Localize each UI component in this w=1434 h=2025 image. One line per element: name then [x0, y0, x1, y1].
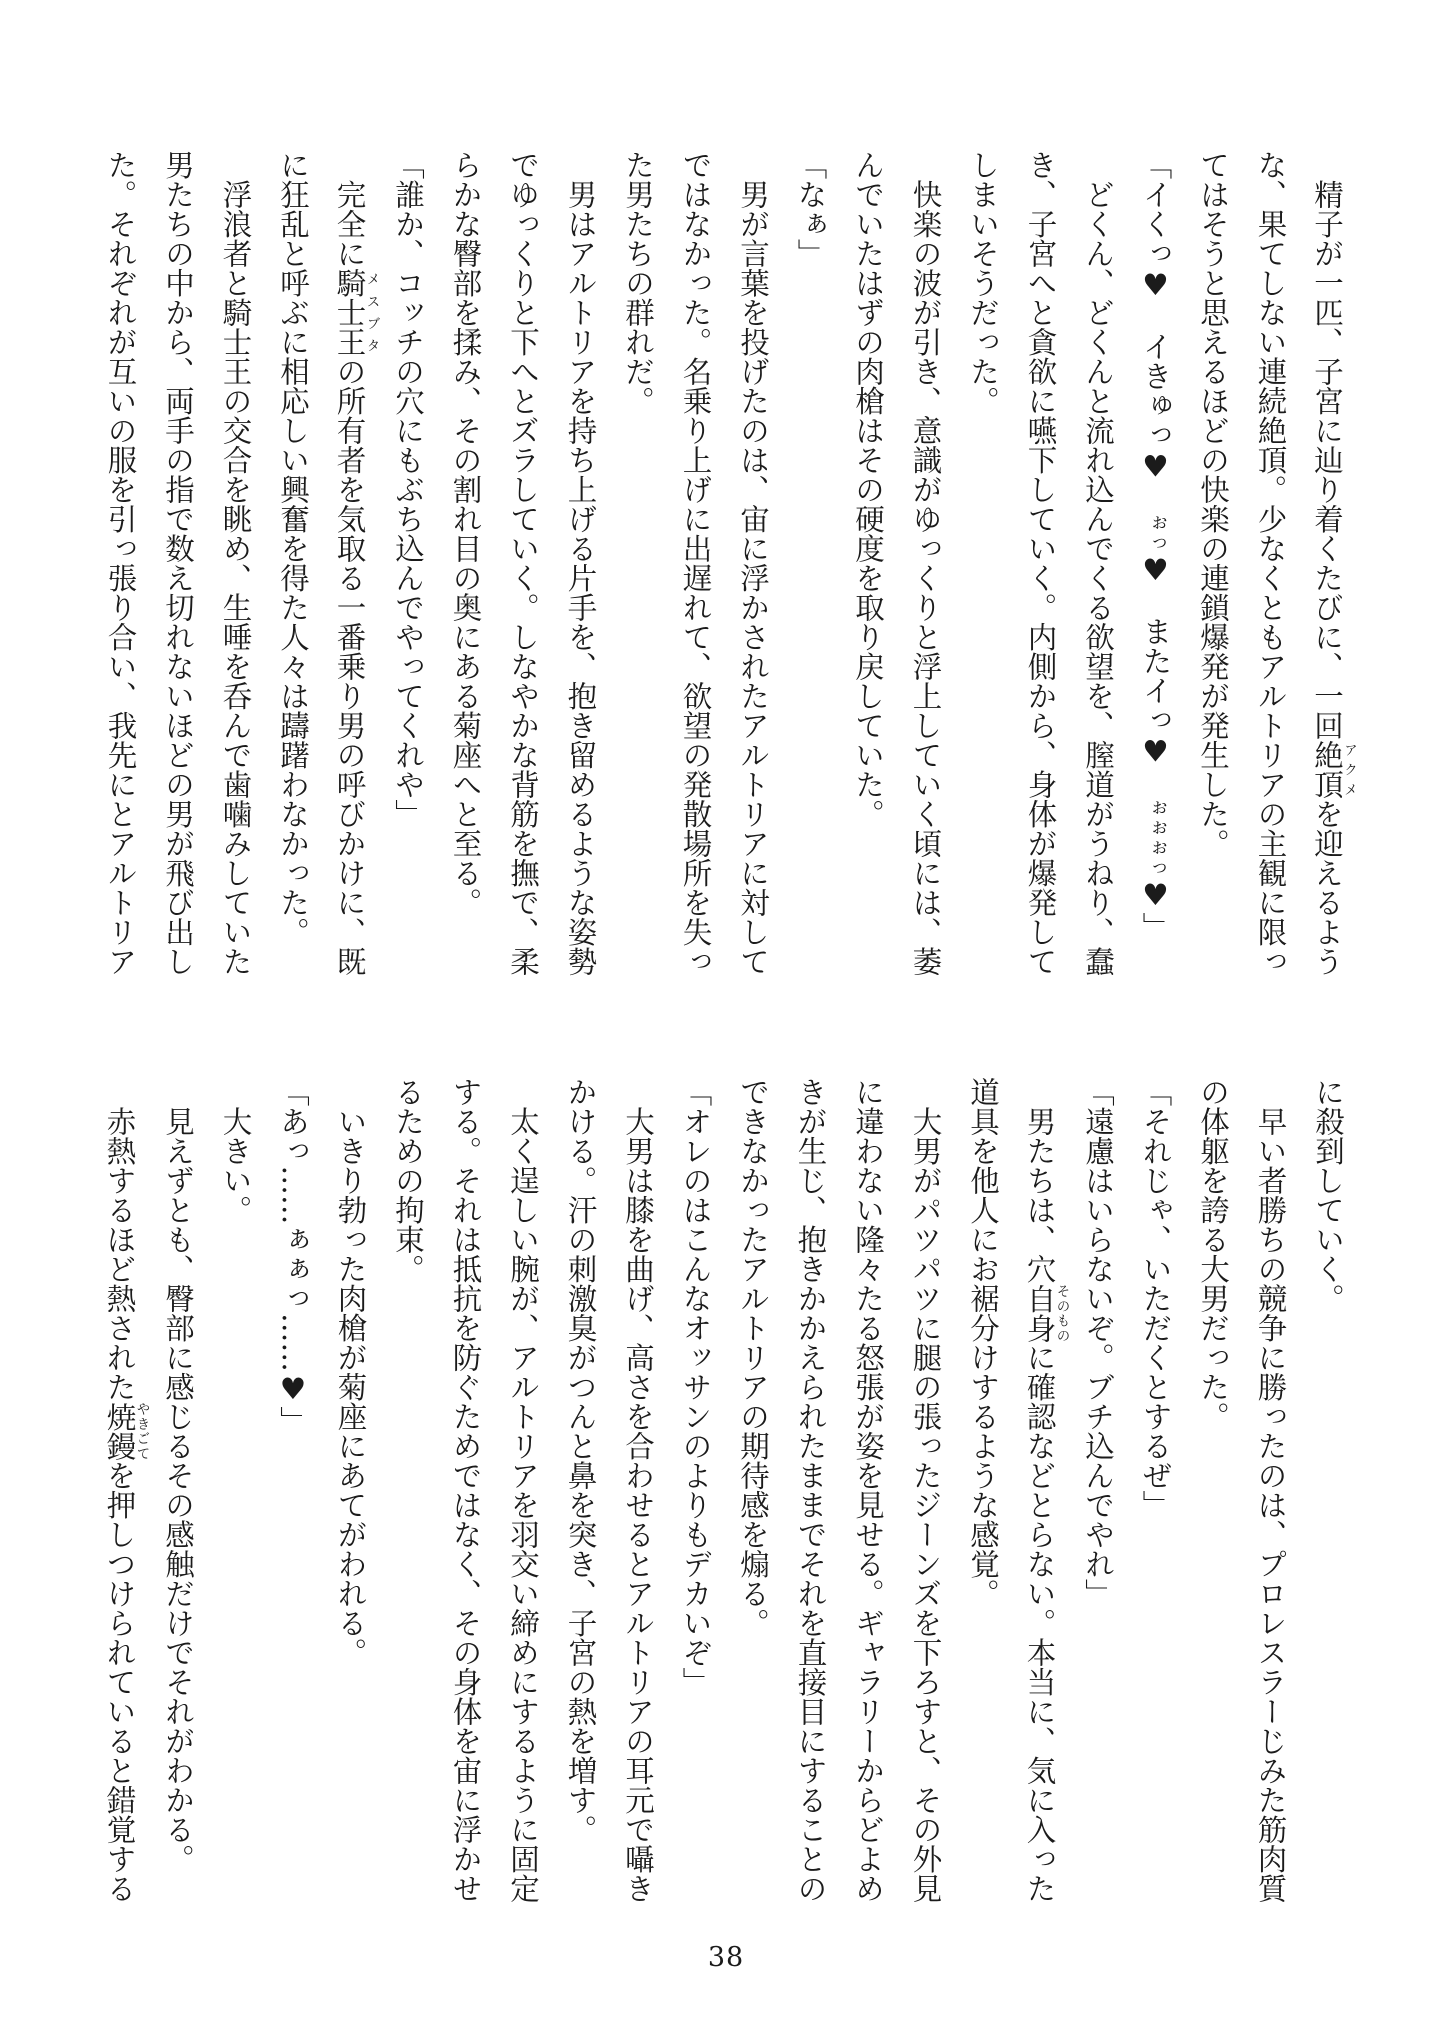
text-column: [264, 150, 322, 986]
body-text: 赤熱するほど熱された: [102, 1106, 137, 1402]
body-text: を迎えるよう: [1310, 799, 1344, 976]
text-column: [666, 1077, 724, 1913]
body-text: いきり勃った肉槍が菊座にあてがわれる。: [333, 1106, 368, 1667]
text-column: [436, 150, 494, 986]
text-column: [1011, 150, 1069, 986]
body-text: 男たちの中から、両手の指で数え切れないほどの男が飛び出し: [161, 150, 195, 976]
body-text: でゆっくりと下へとズラしていく。しなやかな背筋を撫で、柔: [506, 150, 540, 976]
text-column: [609, 150, 667, 986]
ruby-annotated-text: 自身そのもの: [1022, 1283, 1070, 1343]
text-column: [91, 150, 149, 986]
text-column: [1069, 1077, 1127, 1913]
body-text: しまいそうだった。: [966, 150, 1000, 416]
body-text: に確認などとらない。本当に、気に入った: [1022, 1342, 1057, 1903]
body-text: るための拘束。: [391, 1077, 425, 1284]
text-column: [379, 150, 437, 986]
body-text: 「オレのはこんなオッサンのよりもデカいぞ」: [678, 1077, 713, 1697]
text-column: [206, 150, 264, 986]
text-column: [436, 1077, 494, 1913]
text-column: [896, 1077, 954, 1913]
text-column: [609, 1077, 667, 1913]
body-text: た男たちの群れだ。: [621, 150, 655, 416]
body-text: 大男は膝を曲げ、高さを合わせるとアルトリアの耳元で囁き: [621, 1106, 655, 1903]
body-text: 浮浪者と騎士王の交合を眺め、生唾を呑んで歯噛みしていた: [218, 179, 253, 976]
text-block-bottom: [91, 1077, 1356, 1913]
body-text: を押しつけられていると錯覚する: [102, 1460, 137, 1903]
body-text: 大男がパツパツに腿の張ったジーンズを下ろすと、その外見: [908, 1106, 943, 1903]
text-column: [379, 1077, 437, 1913]
body-text: ♥」: [1138, 878, 1173, 942]
text-column: [1011, 1077, 1069, 1913]
text-column: [1184, 1077, 1242, 1913]
text-column: [1241, 1077, 1299, 1913]
text-column: [1126, 150, 1184, 986]
body-text: 「それじゃ、いただくとするぜ」: [1138, 1077, 1173, 1520]
body-text: らかな臀部を揉み、その割れ目の奥にある菊座へと至る。: [448, 150, 483, 917]
text-column: [896, 150, 954, 986]
body-text: する。それは抵抗を防ぐためではなく、その身体を宙に浮かせ: [448, 1077, 483, 1903]
body-text: ではなかった。名乗り上げに出遅れて、欲望の発散場所を失っ: [678, 150, 713, 976]
body-text: どくん、どくんと流れ込んでくる欲望を、膣道がうねり、蠢: [1081, 179, 1115, 976]
body-text: んでいたはずの肉槍はその硬度を取り戻していた。: [851, 150, 885, 829]
body-text: き、子宮へと貪欲に嚥下していく。内側から、身体が爆発して: [1023, 150, 1058, 976]
body-text: に殺到していく。: [1311, 1077, 1345, 1313]
text-block-top: [91, 150, 1356, 986]
text-column: [781, 150, 839, 986]
body-text: 道具を他人にお裾分けするような感覚。: [966, 1077, 1000, 1608]
body-text: ♥ またイっ♥: [1138, 553, 1173, 798]
ruby-annotated-text: 絶頂アクメ: [1310, 740, 1357, 799]
body-text: 「なぁ」: [793, 150, 828, 268]
body-text: 完全に: [332, 179, 367, 268]
body-text: た。それぞれが互いの服を引っ張り合い、我先にとアルトリア: [103, 150, 138, 976]
small-voice-text: ぉぉぉっ: [1143, 798, 1168, 878]
text-column: [954, 150, 1012, 986]
text-column: [321, 1077, 379, 1913]
body-text: 「イくっ♥ イきゅっ♥: [1138, 150, 1173, 513]
text-column: [494, 1077, 552, 1913]
body-text: きが生じ、抱きかかえられたままでそれを直接目にすることの: [793, 1077, 828, 1903]
body-text: 男たちは、穴: [1022, 1106, 1057, 1284]
body-text: 大きい。: [218, 1106, 253, 1225]
text-column: [1299, 1077, 1357, 1913]
text-column: [839, 150, 897, 986]
text-column: [149, 150, 207, 986]
body-text: 早い者勝ちの競争に勝ったのは、プロレスラーじみた筋肉質: [1253, 1106, 1288, 1903]
text-column: [839, 1077, 897, 1913]
text-column: [666, 150, 724, 986]
text-column: [206, 1077, 264, 1913]
body-text: 「あっ……ぁぁっ……♥」: [276, 1077, 310, 1436]
text-column: [1184, 150, 1242, 986]
body-text: てはそうと思えるほどの快楽の連鎖爆発が発生した。: [1196, 150, 1230, 858]
text-column: [551, 1077, 609, 1913]
body-text: 快楽の波が引き、意識がゆっくりと浮上していく頃には、萎: [908, 179, 943, 976]
text-column: [1069, 150, 1127, 986]
body-text: 太く逞しい腕が、アルトリアを羽交い締めにするように固定: [506, 1106, 540, 1903]
text-column: [1299, 150, 1357, 986]
body-text: 男はアルトリアを持ち上げる片手を、抱き留めるような姿勢: [563, 179, 598, 976]
small-voice-text: ぉっ: [1143, 513, 1168, 553]
text-column: [494, 150, 552, 986]
text-column: [1241, 150, 1299, 986]
body-text: 精子が一匹、子宮に辿り着くたびに、一回: [1310, 179, 1344, 740]
body-text: 「遠慮はいらないぞ。ブチ込んでやれ」: [1081, 1077, 1115, 1608]
body-text: 見えずとも、臀部に感じるその感触だけでそれがわかる。: [161, 1106, 195, 1874]
body-text: の所有者を気取る一番乗り男の呼びかけに、既: [332, 356, 367, 976]
body-text: の体躯を誇る大男だった。: [1196, 1077, 1230, 1431]
body-text: 「誰か、コッチの穴にもぶち込んでやってくれや」: [391, 150, 425, 829]
text-column: [1126, 1077, 1184, 1913]
page-number: 38: [707, 1942, 745, 1973]
body-text: に違わない隆々たる怒張が姿を見せる。ギャラリーからどよめ: [851, 1077, 885, 1903]
text-column: [724, 150, 782, 986]
body-text: 男が言葉を投げたのは、宙に浮かされたアルトリアに対して: [736, 179, 770, 976]
text-column: [149, 1077, 207, 1913]
body-text: な、果てしない連続絶頂。少なくともアルトリアの主観に限っ: [1253, 150, 1288, 976]
text-column: [954, 1077, 1012, 1913]
text-column: [781, 1077, 839, 1913]
text-column: [551, 150, 609, 986]
text-column: [321, 150, 379, 986]
body-text: できなかったアルトリアの期待感を煽る。: [736, 1077, 770, 1638]
body-text: に狂乱と呼ぶに相応しい興奮を得た人々は躊躇わなかった。: [276, 150, 310, 947]
ruby-annotated-text: 焼鏝やきごて: [102, 1401, 150, 1461]
text-column: [91, 1077, 149, 1913]
body-text: かける。汗の刺激臭がつんと鼻を突き、子宮の熱を増す。: [563, 1077, 598, 1844]
text-column: [724, 1077, 782, 1913]
ruby-annotated-text: 騎士王メスブタ: [332, 268, 380, 357]
text-column: [264, 1077, 322, 1913]
